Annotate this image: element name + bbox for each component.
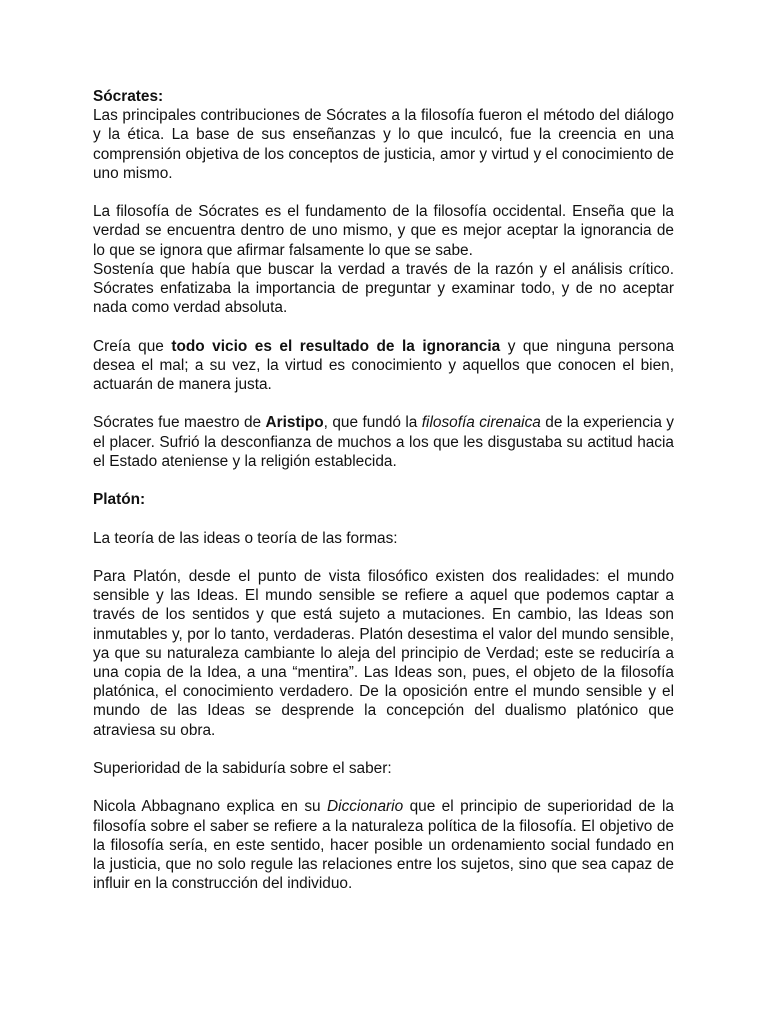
spacer bbox=[93, 183, 674, 202]
platon-subheading-ideas: La teoría de las ideas o teoría de las formas: bbox=[93, 529, 398, 547]
socrates-paragraph-4 bbox=[93, 413, 674, 471]
spacer bbox=[93, 548, 674, 567]
pp2-text-end: que el principio de superioridad de la filosofía sobre el saber se refiere a la naturaleza política de la filosofía. El objetivo de la filosofía sería, en este sentido, hacer posible un ordenamiento social fundado en la justicia, que no solo regule las relaciones entre los sujetos, sino que sea capaz de influir en la construcción del individuo. bbox=[93, 798, 674, 893]
platon-paragraph-2 bbox=[93, 797, 674, 893]
pp2-italic-title: Diccionario bbox=[327, 798, 404, 816]
spacer bbox=[93, 394, 674, 413]
socrates-paragraph-3 bbox=[93, 337, 674, 395]
spacer bbox=[93, 778, 674, 797]
p3-text-end: y que ninguna persona desea el mal; a su vez, la virtud es conocimiento y aquellos que conocen el bien, actuarán de manera justa. bbox=[93, 337, 675, 394]
spacer bbox=[93, 471, 674, 490]
p3-text-start: Creía que bbox=[93, 337, 172, 355]
p4-italic-phrase: filosofía cirenaica bbox=[421, 414, 541, 432]
p4-bold-name: Aristipo bbox=[265, 414, 324, 432]
socrates-paragraph-2b: Sostenía que había que buscar la verdad a través de la razón y el análisis crítico. Sócrates enfatizaba la importancia de preguntar y examinar todo, y de no aceptar nada como verdad absoluta. bbox=[93, 260, 674, 317]
platon-paragraph-1: Para Platón, desde el punto de vista filosófico existen dos realidades: el mundo sensible y las Ideas. El mundo sensible se refiere a aquel que podemos captar a través de los sentidos y que está sujeto a mutaciones. En cambio, las Ideas son inmutables y, por lo tanto, verdaderas. Platón desestima el valor del mundo sensible, ya que su naturaleza cambiante lo aleja del principio de Verdad; este se reduciría a una copia de la Idea, a una “mentira”. Las Ideas son, pues, el objeto de la filosofía platónica, el conocimiento verdadero. De la oposición entre el mundo sensible y el mundo de las Ideas se desprende la concepción del dualismo platónico que atraviesa su obra. bbox=[93, 567, 674, 739]
spacer bbox=[93, 740, 674, 759]
p4-text-start: Sócrates fue maestro de bbox=[93, 414, 266, 432]
socrates-heading: Sócrates: bbox=[93, 88, 164, 105]
platon-subheading-sabiduria: Superioridad de la sabiduría sobre el saber: bbox=[93, 760, 392, 777]
platon-heading: Platón: bbox=[93, 491, 146, 509]
pp2-text-start: Nicola Abbagnano explica en su bbox=[93, 798, 328, 816]
p4-text-end: de la experiencia y el placer. Sufrió la desconfianza de muchos a los que les disgustaba su actitud hacia el Estado ateniense y la religión establecida. bbox=[93, 414, 675, 470]
socrates-paragraph-1: Las principales contribuciones de Sócrates a la filosofía fueron el método del diálogo y la ética. La base de sus enseñanzas y lo que inculcó, fue la creencia en una comprensión objetiva de los conceptos de justicia, amor y virtud y el conocimiento de uno mismo. bbox=[93, 107, 674, 182]
spacer bbox=[93, 317, 674, 336]
socrates-paragraph-2a: La filosofía de Sócrates es el fundamento de la filosofía occidental. Enseña que la verdad se encuentra dentro de uno mismo, y que es mejor aceptar la ignorancia de lo que se ignora que afirmar falsamente lo que se sabe. bbox=[93, 203, 674, 259]
spacer bbox=[93, 509, 674, 528]
p3-bold-phrase: todo vicio es el resultado de la ignorancia bbox=[171, 337, 501, 355]
p4-text-mid: , que fundó la bbox=[323, 414, 422, 432]
